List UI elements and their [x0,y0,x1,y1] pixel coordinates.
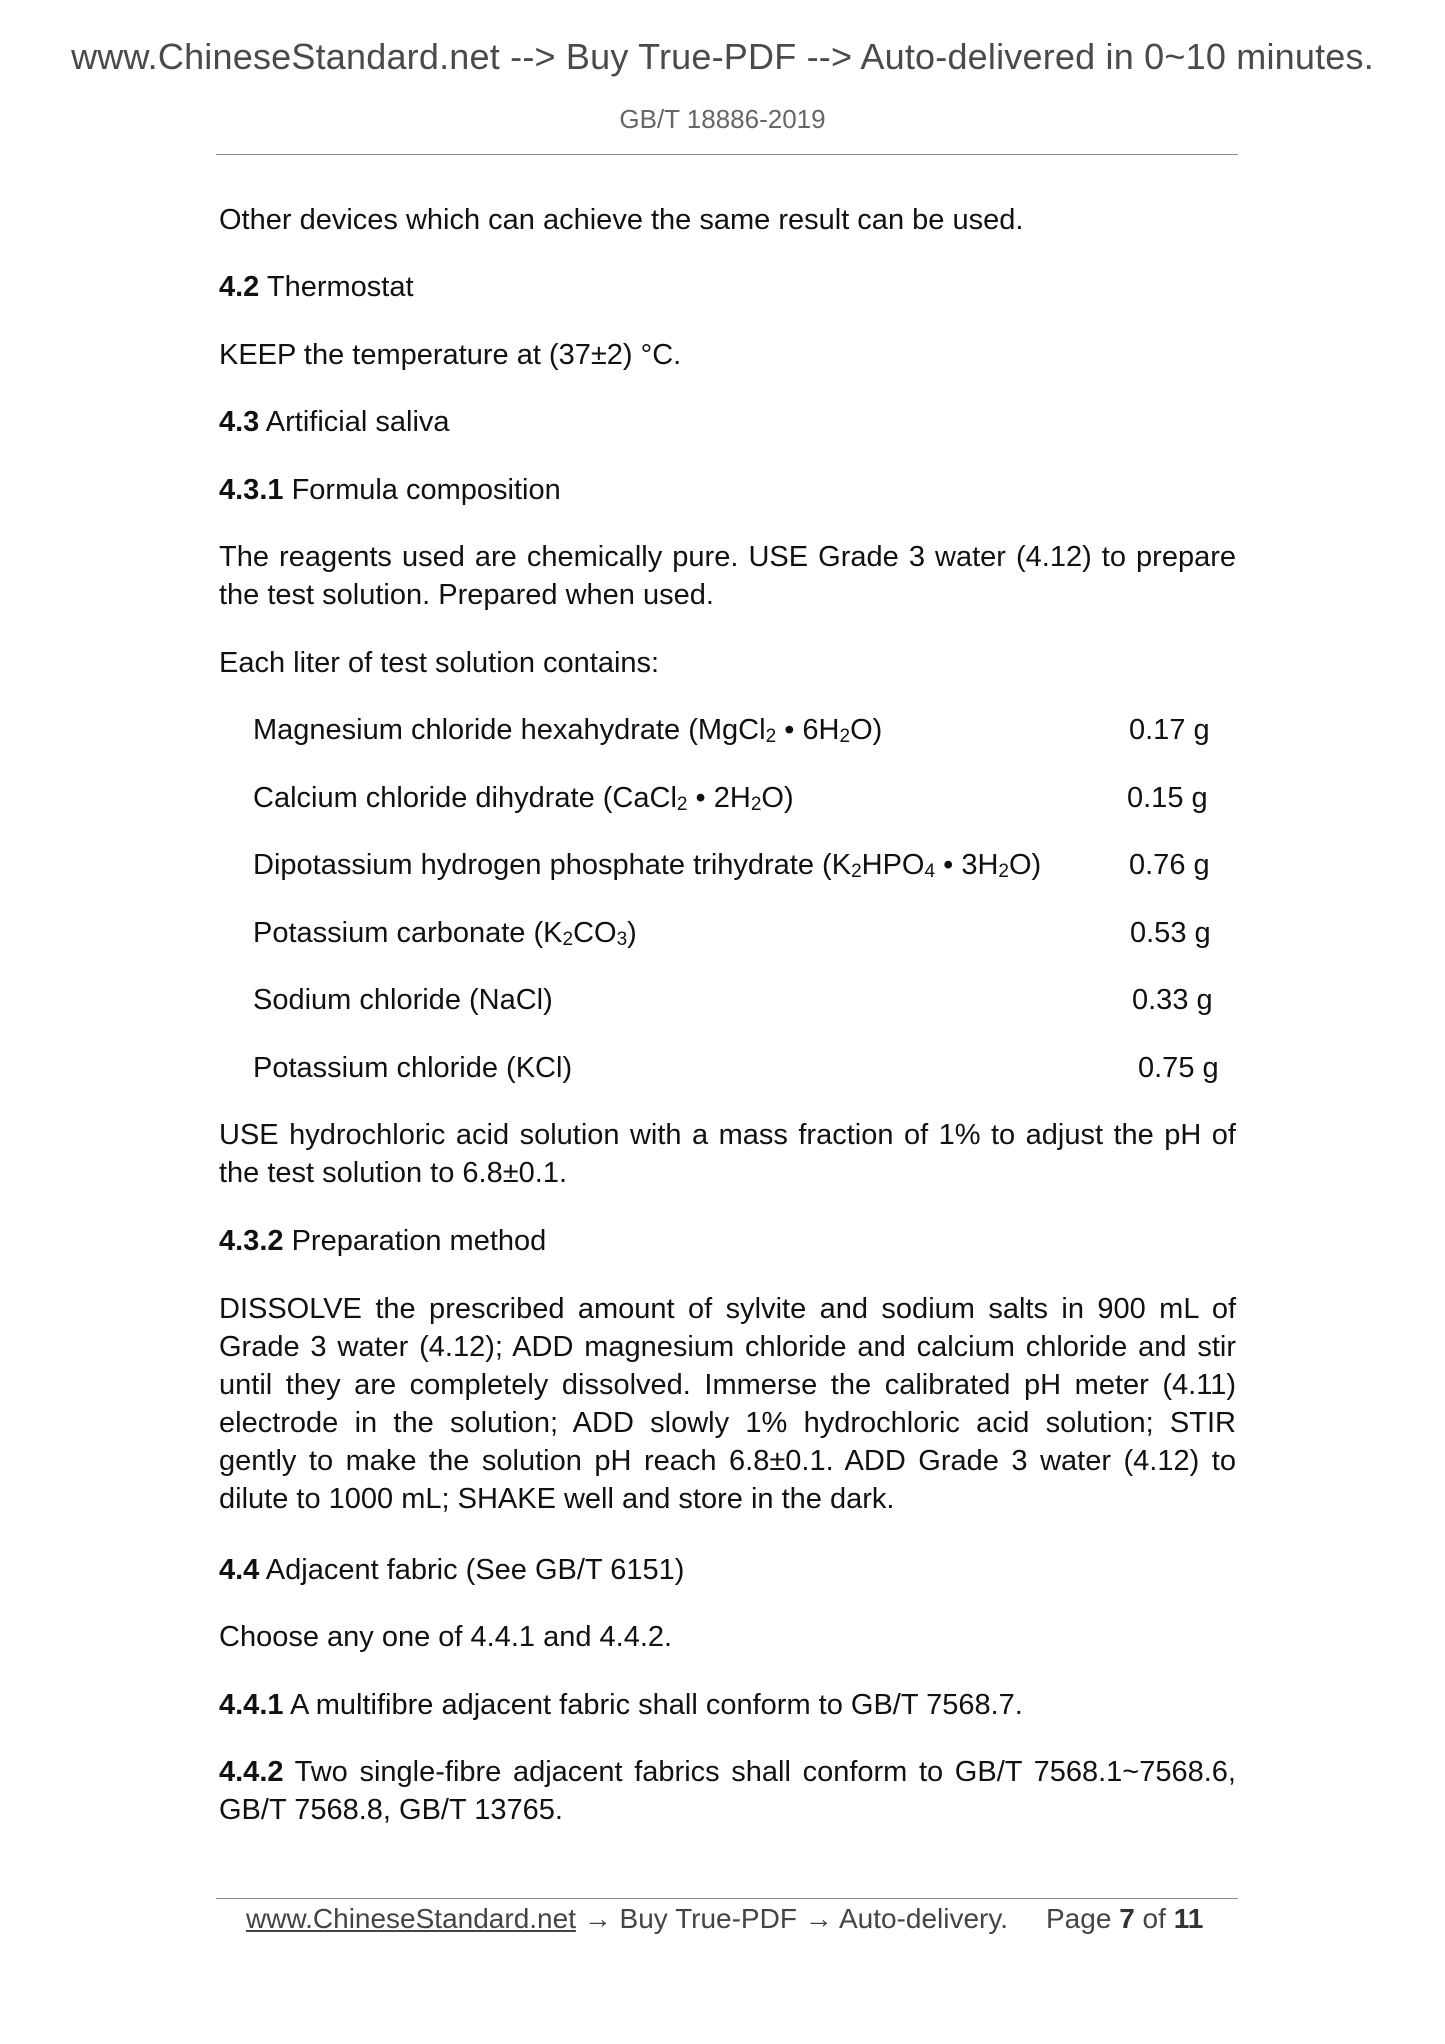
section-4-3-1-heading [219,471,1236,509]
section-text: Two single-fibre adjacent fabrics shall conform to GB/T 7568.1~7568.6, GB/T 7568.8, GB/T 13765. [219,1756,1236,1826]
section-4-3-heading [219,403,1236,441]
paragraph-dissolve: DISSOLVE the prescribed amount of sylvite and sodium salts in 900 mL of Grade 3 water (4.12); ADD magnesium chloride and calcium chloride and stir until they are completely dissolved. Immerse the calibrated pH meter (4.11) electrode in the solution; ADD slowly 1% hydrochloric acid solution; STIR gently to make the solution pH reach 6.8±0.1. ADD Grade 3 water (4.12) to dilute to 1000 mL; SHAKE well and store in the dark. [219,1293,1236,1515]
arrow-icon: → [583,1903,612,1934]
section-number: 4.4.2 [219,1756,284,1788]
section-title: Preparation method [291,1225,547,1257]
page-label: Page [1046,1903,1112,1934]
header-divider [216,154,1238,155]
reagent-name: Dipotassium hydrogen phosphate trihydrate ($K_2HPO_4$ • $3H_2O$) [253,849,1042,882]
section-title: Artificial saliva [265,406,450,438]
section-number: 4.4 [219,1554,260,1586]
section-4-2-heading [219,268,1236,306]
section-4-4-2 [219,1753,1236,1829]
page-number: 7 [1119,1903,1135,1934]
reagent-name: Potassium carbonate $(K_2CO_3)$ [253,917,637,950]
footer-buy-text: Buy True-PDF [619,1903,797,1934]
reagent-amount: 0.76 g [1129,849,1210,881]
header-banner: www.ChineseStandard.net --> Buy True-PDF --> Auto-delivered in 0~10 minutes. [71,36,1374,77]
section-4-4-1 [219,1686,1236,1724]
paragraph-use-hcl: USE hydrochloric acid solution with a mass fraction of 1% to adjust the pH of the test solution to 6.8±0.1. [219,1119,1236,1189]
section-number: 4.3.2 [219,1225,284,1257]
of-label: of [1142,1903,1166,1934]
arrow-icon: → [804,1903,833,1934]
section-text: A multifibre adjacent fabric shall conform to GB/T 7568.7. [289,1689,1023,1721]
section-number: 4.3 [219,406,260,438]
page-indicator [1046,1900,1203,1938]
section-title: Thermostat [266,271,414,303]
page-total: 11 [1173,1903,1204,1934]
reagent-amount: 0.75 g [1138,1052,1219,1084]
paragraph-reagents: The reagents used are chemically pure. USE Grade 3 water (4.12) to prepare the test solution. Prepared when used. [219,541,1236,611]
section-number: 4.2 [219,271,260,303]
footer-website-link[interactable]: www.ChineseStandard.net [246,1903,576,1934]
paragraph-other-devices: Other devices which can achieve the same result can be used. [219,204,1024,236]
footer-left [246,1900,1008,1938]
section-number: 4.4.1 [219,1689,284,1721]
reagent-amount: 0.33 g [1132,984,1213,1016]
section-number: 4.3.1 [219,474,284,506]
footer-divider [216,1898,1238,1899]
reagent-amount: 0.53 g [1130,917,1211,949]
footer-auto-text: Auto-delivery. [838,1903,1009,1934]
section-title: Adjacent fabric (See GB/T 6151) [265,1554,685,1586]
section-4-3-2-heading [219,1222,1236,1260]
paragraph-each-liter: Each liter of test solution contains: [219,647,660,679]
reagent-name: Potassium chloride (KCl) [253,1052,573,1084]
reagent-name: Magnesium chloride hexahydrate (MgCl$_2$ • $6H_2O$) [253,714,883,747]
section-4-4-heading [219,1551,1236,1589]
standard-number: GB/T 18886-2019 [619,104,826,134]
paragraph-choose: Choose any one of 4.4.1 and 4.4.2. [219,1621,673,1653]
reagent-name: Calcium chloride dihydrate (CaCl$_2$ • $2H_2O$) [253,782,794,815]
paragraph-keep-temperature: KEEP the temperature at (37±2) °C. [219,339,682,371]
reagent-amount: 0.15 g [1127,782,1208,814]
reagent-amount: 0.17 g [1129,714,1210,746]
reagent-name: Sodium chloride (NaCl) [253,984,553,1016]
section-title: Formula composition [291,474,561,506]
